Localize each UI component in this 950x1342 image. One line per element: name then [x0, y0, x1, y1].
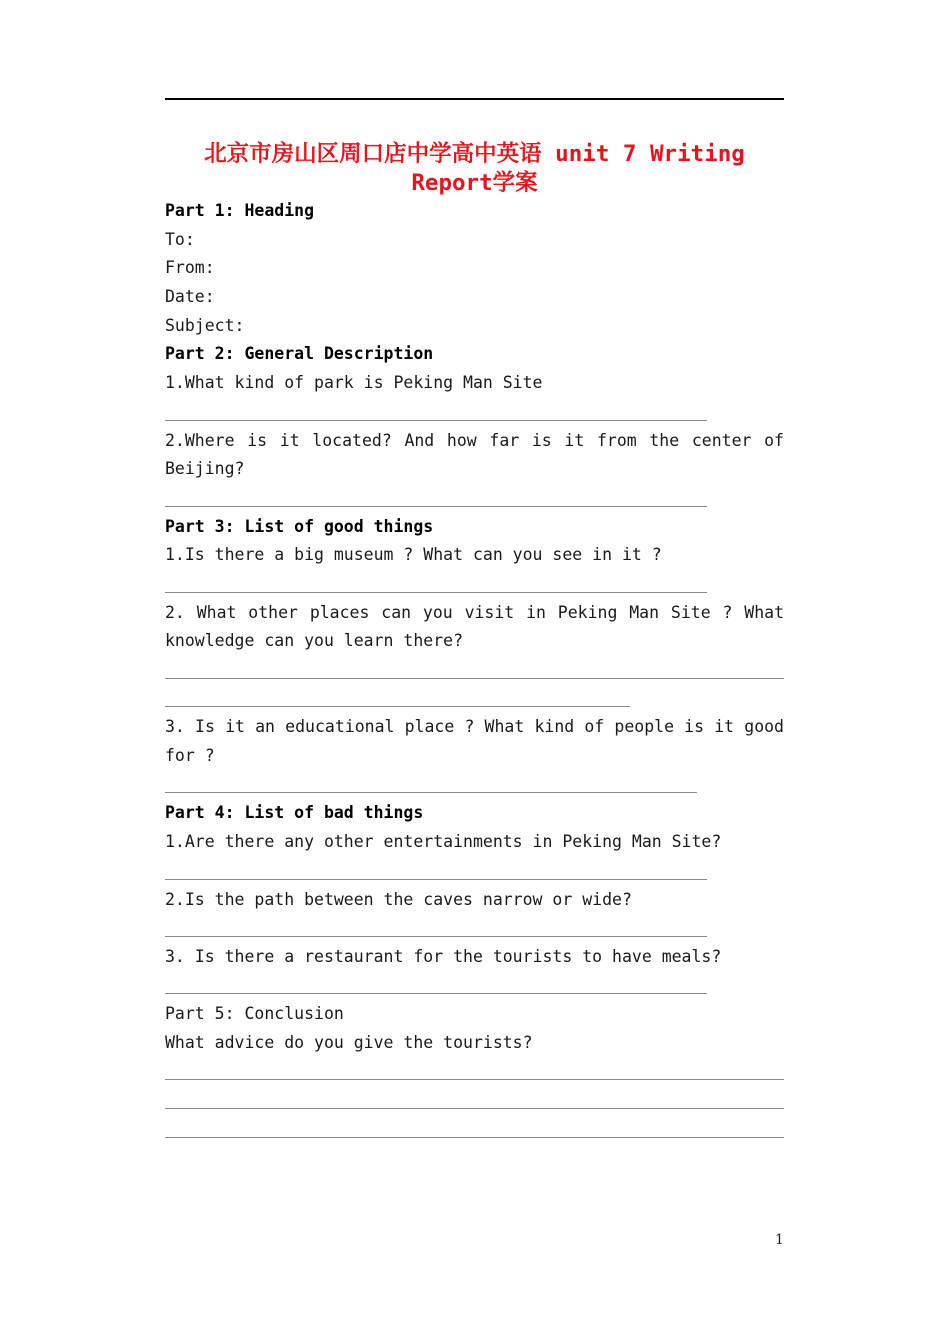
- answer-line[interactable]: [165, 914, 784, 943]
- answer-line[interactable]: [165, 1058, 784, 1087]
- to-field-label: To:: [165, 229, 195, 249]
- answer-rule: [165, 678, 784, 679]
- from-field-label: From:: [165, 258, 215, 278]
- subject-field-label: Subject:: [165, 315, 245, 335]
- answer-line[interactable]: [165, 1115, 784, 1144]
- part3-question-2: 2. What other places can you visit in Peking Man Site ? What: [165, 602, 784, 622]
- part4-question-3: 3. Is there a restaurant for the tourists to have meals?: [165, 946, 722, 966]
- page-number: 1: [775, 1232, 784, 1248]
- part2-question-2: 2.Where is it located? And how far is it from the center of: [165, 430, 784, 450]
- answer-line[interactable]: [165, 398, 784, 427]
- part4-question-2: 2.Is the path between the caves narrow or wide?: [165, 889, 632, 909]
- part3-question-2-cont: knowledge can you learn there?: [165, 631, 464, 651]
- header-rule: [165, 98, 784, 100]
- part3-question-3-cont: for ?: [165, 746, 215, 766]
- part5-question: What advice do you give the tourists?: [165, 1032, 533, 1052]
- title-line-2: Report学案: [411, 170, 538, 196]
- answer-line[interactable]: [165, 972, 784, 1001]
- part4-question-1: 1.Are there any other entertainments in Peking Man Site?: [165, 832, 722, 852]
- answer-rule: [165, 792, 697, 793]
- answer-rule: [165, 1108, 784, 1109]
- document-title: [165, 140, 784, 198]
- answer-line[interactable]: [165, 685, 784, 714]
- answer-rule: [165, 506, 707, 507]
- answer-line[interactable]: [165, 857, 784, 886]
- answer-rule: [165, 993, 707, 994]
- answer-rule: [165, 879, 707, 880]
- answer-rule: [165, 936, 707, 937]
- answer-line[interactable]: [165, 771, 784, 800]
- title-line-1: 北京市房山区周口店中学高中英语 unit 7 Writing: [204, 141, 745, 167]
- answer-rule: [165, 1079, 784, 1080]
- answer-rule: [165, 420, 707, 421]
- answer-rule: [165, 706, 630, 707]
- worksheet-content: [165, 197, 784, 1144]
- part3-heading: Part 3: List of good things: [165, 516, 434, 536]
- answer-rule: [165, 592, 707, 593]
- answer-line[interactable]: [165, 570, 784, 599]
- part4-heading: Part 4: List of bad things: [165, 803, 424, 823]
- answer-line[interactable]: [165, 656, 784, 685]
- answer-rule: [165, 1137, 784, 1138]
- part3-question-3: 3. Is it an educational place ? What kind of people is it good: [165, 717, 784, 737]
- part5-heading: Part 5: Conclusion: [165, 1004, 344, 1024]
- part2-heading: Part 2: General Description: [165, 344, 434, 364]
- part2-question-1: 1.What kind of park is Peking Man Site: [165, 373, 543, 393]
- part2-question-2-cont: Beijing?: [165, 459, 245, 479]
- part1-heading: Part 1: Heading: [165, 201, 315, 220]
- part3-question-1: 1.Is there a big museum ? What can you see in it ?: [165, 545, 662, 565]
- answer-line[interactable]: [165, 1086, 784, 1115]
- answer-line[interactable]: [165, 484, 784, 513]
- date-field-label: Date:: [165, 287, 215, 307]
